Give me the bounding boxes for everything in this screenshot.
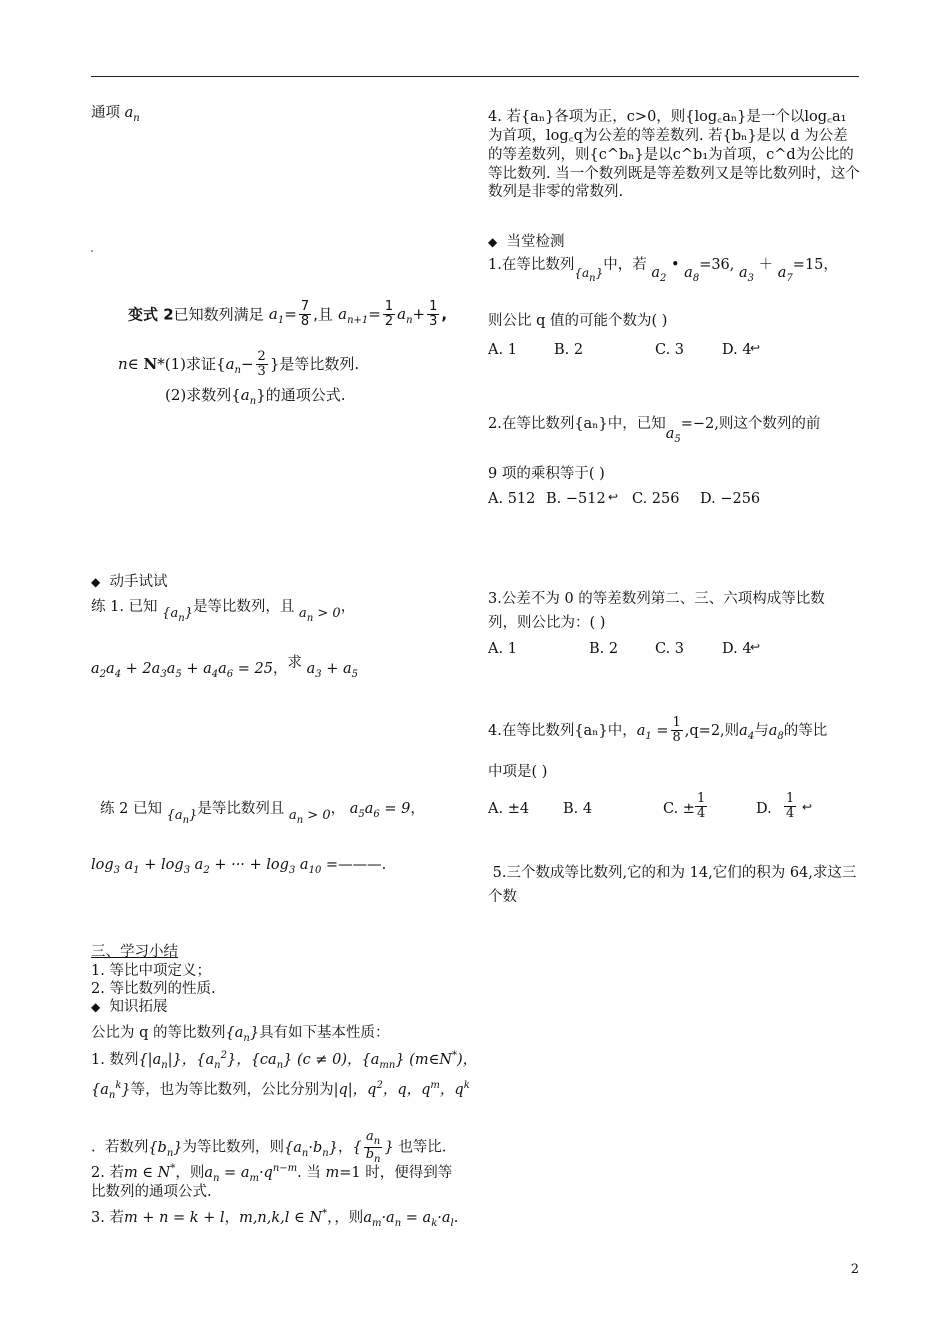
bianshi2-line1: 变式 2已知数列满足 $a_1=$ $\frac{7}{8}$ ,且 $a_{n+1}=$ $\frac{1}{2}$ $a_n+$ $\frac{1}{3}$ ,	[128, 299, 448, 330]
q3-line1: 3.公差不为 0 的等差数列第二、三、六项构成等比数	[488, 591, 825, 607]
dangtang-heading: ◆ 当堂检测	[488, 234, 565, 250]
zhishi-heading: ◆ 知识拓展	[91, 999, 168, 1015]
q4-line2: 中项是( )	[488, 764, 548, 780]
prop1-line2: $\{a_n^k\}$等，也为等比数列，公比分别为|q|，$q^2$，q，$q^m$，$q^k$	[91, 1080, 470, 1101]
lian1-line2: $a_2a_4 + 2a_3a_5 + a_4a_6 = 25$，求 $a_3 + a_5$	[91, 655, 358, 680]
lian1-line1: 练 1. 已知 $\{a_n\}$是等比数列，且 $a_n > 0$，	[91, 599, 356, 624]
summary-item-2: 2. 等比数列的性质.	[91, 981, 216, 997]
dongshou-heading: ◆ 动手试试	[91, 574, 168, 590]
q4-options: A. ±4 B. 4 C. ± $\frac{1}{4}$ D. $\frac{1}{4}$ ↩	[488, 791, 813, 822]
prop3-line: 3. 若m + n = k + l，m,n,k,l ∈ N*，，则$a_m\cdot a_n = a_k\cdot a_l$.	[91, 1208, 459, 1229]
q1-line2: 则公比 q 值的可能个数为( )	[488, 313, 668, 329]
prop1-line3: . 若数列$\{b_n\}$为等比数列，则$\{a_n\cdot b_n\}$，{ $\frac{a_n}{b_n}$ } 也等比.	[91, 1129, 447, 1165]
page-number: 2	[850, 1262, 859, 1277]
q3-line2: 列，则公比为：( )	[488, 615, 606, 631]
q2-line1: 2.在等比数列{aₙ}中，已知$a_5=-2$,则这个数列的前	[488, 416, 821, 445]
summary-title: 三、学习小结	[91, 944, 178, 960]
prop-intro: 公比为 q 的等比数列$\{a_n\}$具有如下基本性质：	[91, 1025, 390, 1044]
lian2-line1: 练 2 已知 $\{a_n\}$是等比数列且 $a_n > 0$， $a_5a_6 = 9$，	[100, 801, 425, 826]
property4-paragraph: 4. 若{aₙ}各项为正，c>0，则{log꜀aₙ}是一个以log꜀a₁为首项，log꜀q为公差的等差数列. 若{bₙ}是以 d 为公差的等差数列，则{c^bₙ}是以c^b₁为首项，c^d为公比的等比数列. 当一个数列既是等差数列又是等比数列时，这个数列是非零的常数列.	[488, 109, 860, 201]
prop1-line1: 1. 数列$\{|a_n|\}$，$\{a_n^2\}$，$\{ca_n\} (c \ne 0)$，$\{a_{mn}\}$ (m∈N*)，	[91, 1050, 478, 1071]
q4-line1: 4.在等比数列{aₙ}中，$a_1$ = $\frac{1}{8}$ ,q=2,则$a_4$与$a_8$的等比	[488, 715, 828, 746]
q5-text: 5.三个数成等比数列,它的和为 14,它们的积为 64,求这三个数	[488, 865, 857, 905]
tongxiang-line: 通项 $a_n$	[91, 105, 140, 124]
q1-line1: 1.在等比数列$_{\{a_n\}}$中，若 $a_2$ • $a_8=36$, $a_3 + a_7=15$，	[488, 257, 838, 284]
bianshi2-line2: n∈ N*(1)求证{$a_n-$ $\frac{2}{3}$ }是等比数列.	[118, 349, 360, 380]
lian2-line2: $\log_3 a_1 + \log_3 a_2$ + ··· + $\log_3 a_{10}$ =———.	[91, 857, 387, 876]
q2-line2: 9 项的乘积等于( )	[488, 466, 605, 482]
header-rule	[91, 76, 859, 77]
summary-item-1: 1. 等比中项定义；	[91, 963, 211, 979]
bianshi2-line3: (2)求数列$\{a_n\}$的通项公式.	[165, 386, 346, 407]
prop2-line2: 比数列的通项公式.	[91, 1184, 212, 1200]
prop2-line1: 2. 若m ∈ N*，则$a_n = a_m\cdot q^{n-m}$. 当 m=1 时，便得到等	[91, 1163, 453, 1184]
